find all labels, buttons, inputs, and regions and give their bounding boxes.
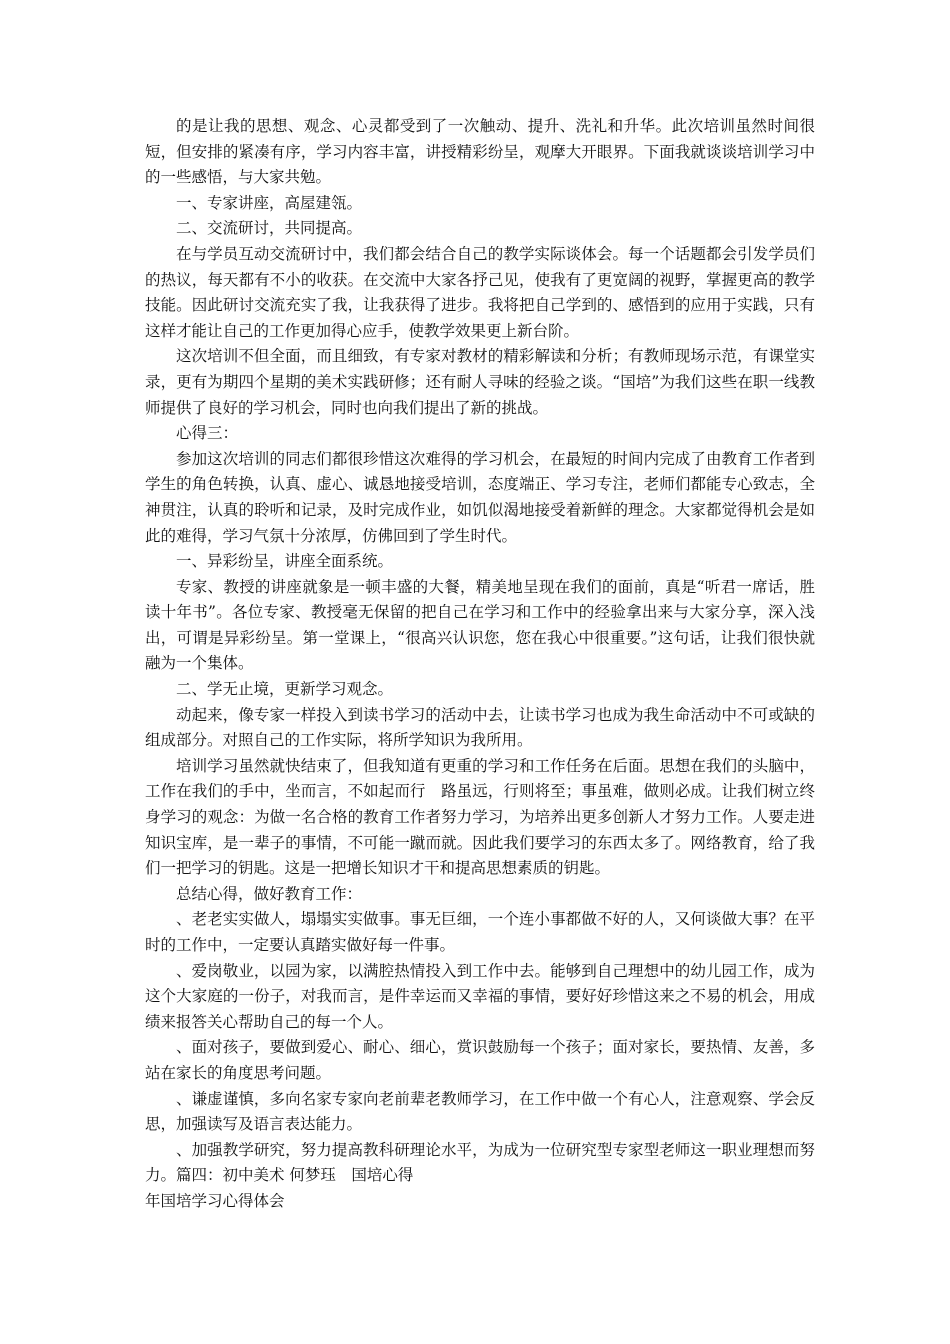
document-title-line: 年国培学习心得体会 [145, 1191, 285, 1210]
list-item: 、谦虚谨慎，多向名家专家向老前辈老教师学习，在工作中做一个有心人，注意观察、学会反思，加强读写及语言表达能力。 [145, 1089, 815, 1134]
paragraph: 这次培训不但全面，而且细致，有专家对教材的精彩解读和分析；有教师现场示范，有课堂实录，更有为期四个星期的美术实践研修；还有耐人寻味的经验之谈。“国培”为我们这些在职一线教师提供了良好的学习机会，同时也向我们提出了新的挑战。 [145, 347, 815, 417]
paragraph: 专家、教授的讲座就象是一顿丰盛的大餐，精美地呈现在我们的面前，真是“听君一席话，胜读十年书”。各位专家、教授毫无保留的把自己在学习和工作中的经验拿出来与大家分享，深入浅出，可谓是异彩纷呈。第一堂课上，“很高兴认识您，您在我心中很重要。”这句话，让我们很快就融为一个集体。 [145, 577, 815, 673]
document-body [145, 114, 815, 1215]
paragraph: 参加这次培训的同志们都很珍惜这次难得的学习机会，在最短的时间内完成了由教育工作者到学生的角色转换，认真、虚心、诚恳地接受培训，态度端正、学习专注，老师们都能专心致志，全神贯注，认真的聆听和记录，及时完成作业，如饥似渴地接受着新鲜的理念。大家都觉得机会是如此的难得，学习气氛十分浓厚，仿佛回到了学生时代。 [145, 449, 815, 545]
section-heading: 二、交流研讨，共同提高。 [176, 219, 363, 238]
section-heading: 一、异彩纷呈，讲座全面系统。 [176, 552, 394, 571]
paragraph: 在与学员互动交流研讨中，我们都会结合自己的教学实际谈体会。每一个话题都会引发学员们的热议，每天都有不小的收获。在交流中大家各抒己见，使我有了更宽阔的视野，掌握更高的教学技能。因此研讨交流充实了我，让我获得了进步。我将把自己学到的、感悟到的应用于实践，只有这样才能让自己的工作更加得心应手，使教学效果更上新台阶。 [145, 244, 815, 340]
section-heading: 心得三： [176, 424, 239, 443]
section-heading: 总结心得，做好教育工作： [176, 884, 363, 903]
section-heading: 二、学无止境，更新学习观念。 [176, 680, 394, 699]
paragraph: 动起来，像专家一样投入到读书学习的活动中去，让读书学习也成为我生命活动中不可或缺的组成部分。对照自己的工作实际，将所学知识为我所用。 [145, 705, 815, 750]
list-item: 、面对孩子，要做到爱心、耐心、细心，赏识鼓励每一个孩子；面对家长，要热情、友善，多站在家长的角度思考问题。 [145, 1038, 815, 1082]
paragraph: 培训学习虽然就快结束了，但我知道有更重的学习和工作任务在后面。思想在我们的头脑中，工作在我们的手中，坐而言，不如起而行 路虽远，行则将至；事虽难，做则必成。让我们树立终身学习的观念：为做一名合格的教育工作者努力学习，为培养出更多创新人才努力工作。人要走进知识宝库，是一辈子的事情，不可能一蹴而就。因此我们要学习的东西太多了。网络教育，给了我们一把学习的钥匙。这是一把增长知识才干和提高思想素质的钥匙。 [145, 756, 815, 878]
section-heading: 一、专家讲座，高屋建瓴。 [176, 193, 363, 212]
list-item: 、爱岗敬业，以园为家，以满腔热情投入到工作中去。能够到自己理想中的幼儿园工作，成为这个大家庭的一份子，对我而言，是件幸运而又幸福的事情，要好好珍惜这来之不易的机会，用成绩来报答关心帮助自己的每一个人。 [145, 961, 815, 1031]
list-item: 、老老实实做人，塌塌实实做事。事无巨细，一个连小事都做不好的人，又何谈做大事？在平时的工作中，一定要认真踏实做好每一件事。 [145, 910, 815, 954]
paragraph: 的是让我的思想、观念、心灵都受到了一次触动、提升、洗礼和升华。此次培训虽然时间很短，但安排的紧凑有序，学习内容丰富，讲授精彩纷呈，观摩大开眼界。下面我就谈谈培训学习中的一些感悟，与大家共勉。 [145, 117, 815, 187]
list-item: 、加强教学研究，努力提高教科研理论水平，为成为一位研究型专家型老师这一职业理想而努力。篇四：初中美术 何梦珏 国培心得 [145, 1140, 815, 1185]
